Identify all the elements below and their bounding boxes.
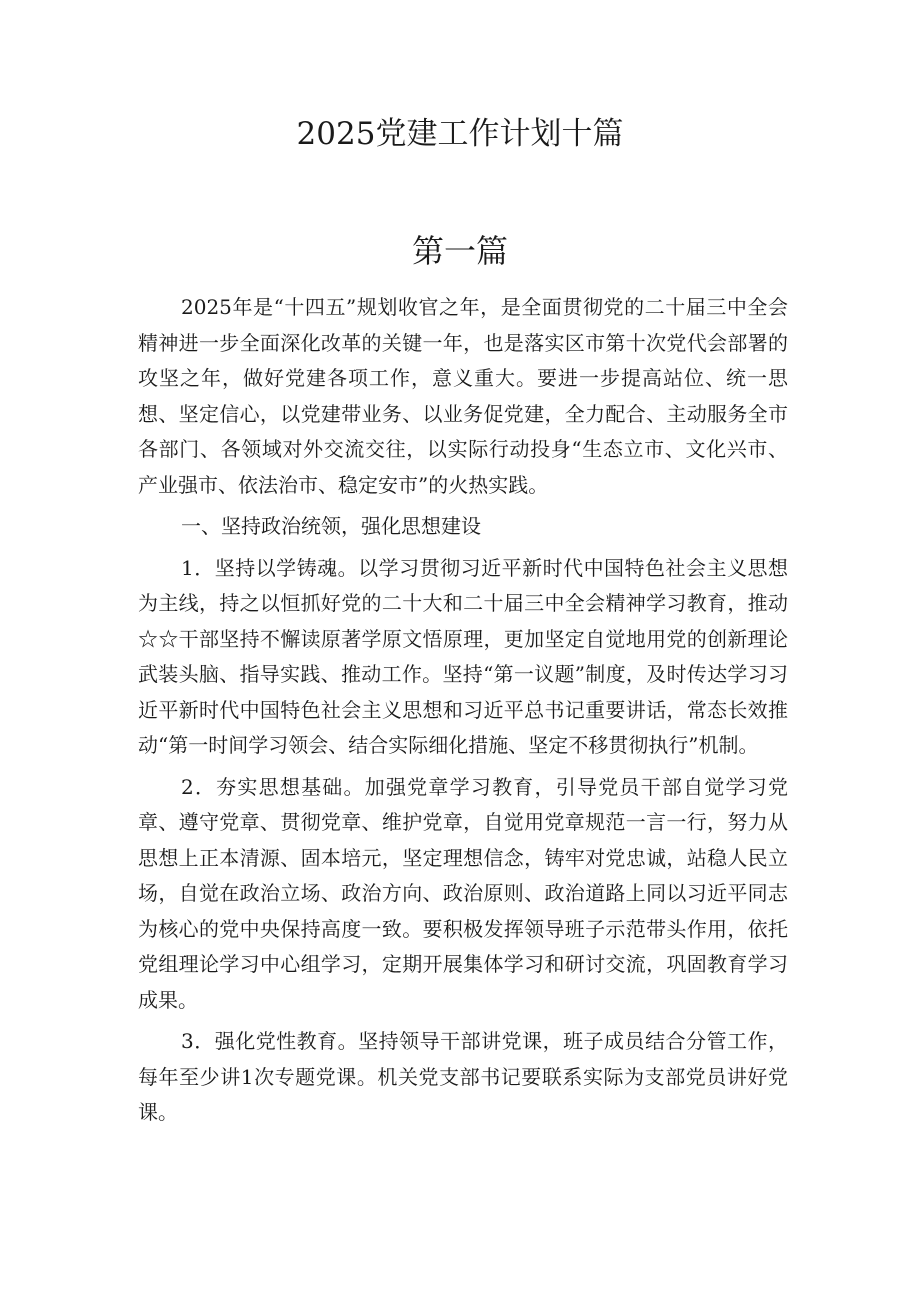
document-title: 2025党建工作计划十篇 — [296, 116, 624, 152]
document-body — [138, 290, 788, 1137]
item-paragraph-3: 3．强化党性教育。坚持领导干部讲党课，班子成员结合分管工作，每年至少讲1次专题党课。机关党支部书记要联系实际为支部党员讲好党课。 — [138, 1029, 788, 1124]
section-heading-1: 一、坚持政治统领，强化思想建设 — [181, 514, 481, 538]
item-paragraph-1: 1．坚持以学铸魂。以学习贯彻习近平新时代中国特色社会主义思想为主线，持之以恒抓好党的二十大和二十届三中全会精神学习教育，推动☆☆干部坚持不懈读原著学原文悟原理，更加坚定自觉地用党的创新理论武装头脑、指导实践、推动工作。坚持“第一议题”制度，及时传达学习习近平新时代中国特色社会主义思想和习近平总书记重要讲话，常态长效推动“第一时间学习领会、结合实际细化措施、坚定不移贯彻执行”机制。 — [138, 555, 788, 757]
section-title: 第一篇 — [411, 232, 508, 270]
intro-paragraph: 2025年是“十四五”规划收官之年，是全面贯彻党的二十届三中全会精神进一步全面深化改革的关键一年，也是落实区市第十次党代会部署的攻坚之年，做好党建各项工作，意义重大。要进一步提高站位、统一思想、坚定信心，以党建带业务、以业务促党建，全力配合、主动服务全市各部门、各领域对外交流交往，以实际行动投身“生态立市、文化兴市、产业强市、依法治市、稳定安市”的火热实践。 — [138, 295, 788, 497]
item-paragraph-2: 2．夯实思想基础。加强党章学习教育，引导党员干部自觉学习党章、遵守党章、贯彻党章、维护党章，自觉用党章规范一言一行，努力从思想上正本清源、固本培元，坚定理想信念，铸牢对党忠诚，站稳人民立场，自觉在政治立场、政治方向、政治原则、政治道路上同以习近平同志为核心的党中央保持高度一致。要积极发挥领导班子示范带头作用，依托党组理论学习中心组学习，定期开展集体学习和研讨交流，巩固教育学习成果。 — [138, 774, 788, 1012]
